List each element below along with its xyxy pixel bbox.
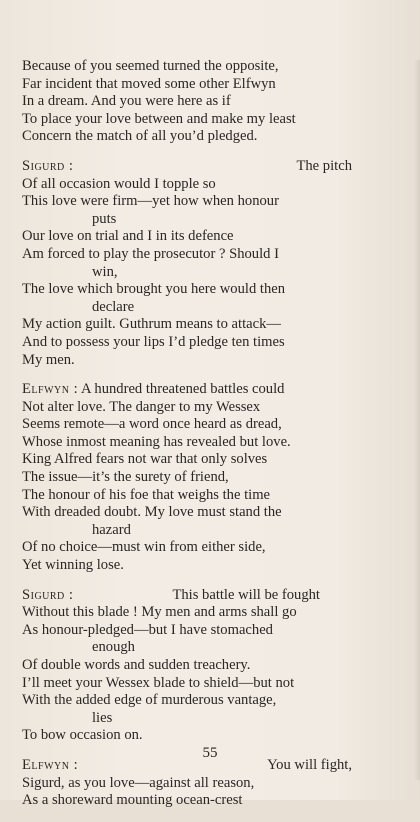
speech-heading [22,587,352,605]
speech-heading [22,158,352,176]
verse-line: In a dream. And you were here as if [22,93,231,110]
verse-line: My action guilt. Guthrum means to attack— [22,316,281,333]
verse-line: You will fight, [267,756,352,773]
verse-line: Far incident that moved some other Elfwyn [22,75,276,92]
verse-line: King Alfred fears not war that only solves [22,451,268,468]
verse-line: Our love on trial and I in its defence [22,228,234,245]
verse-line: As honour-pledged—but I have stomached [22,621,273,638]
verse-line: This battle will be fought [172,586,320,603]
verse-line: Not alter love. The danger to my Wessex [22,398,261,415]
speaker-name: Sigurd : [22,586,74,603]
verse-text [22,58,352,822]
verse-line: Whose inmost meaning has revealed but love. [22,433,291,450]
verse-line: Because of you seemed turned the opposite, [22,58,279,74]
speaker-name: Elfwyn : [22,756,79,773]
page-edge-shadow [414,60,420,780]
verse-line: Of no choice—must win from either side, [22,539,266,556]
verse-line: My men. [22,351,75,368]
verse-line: Without this blade ! My men and arms shall go [22,604,297,621]
verse-line: To bow occasion on. [22,727,143,744]
page-number: 55 [202,745,218,761]
verse-line: With dreaded doubt. My love must stand the [22,504,282,521]
verse-block-1 [22,58,352,146]
speech-elfwyn-1 [22,381,352,575]
verse-line: The honour of his foe that weighs the time [22,486,271,503]
verse-line-continuation: declare [92,298,135,315]
verse-line-continuation: hazard [92,521,131,538]
verse-line: I’ll meet your Wessex blade to shield—but not [22,674,295,691]
verse-line-continuation: lies [92,709,113,726]
verse-line: This love were firm—yet how when honour [22,193,279,210]
verse-line: Yet winning lose. [22,557,124,574]
verse-line: Of all occasion would I topple so [22,175,216,192]
verse-line: Concern the match of all you’d pledged. [22,128,258,145]
verse-line: Sigurd, as you love—against all reason, [22,774,255,791]
verse-line: The issue—it’s the surety of friend, [22,469,229,486]
verse-line-continuation: win, [92,263,118,280]
verse-line: Of double words and sudden treachery. [22,657,251,673]
speech-heading [22,381,352,399]
verse-line-continuation: enough [92,639,135,656]
verse-line: As a shoreward mounting ocean-crest [22,792,243,809]
speech-sigurd-1 [22,158,352,369]
verse-line: A hundred threatened battles could [81,381,285,398]
speaker-name: Elfwyn : [22,381,79,398]
speech-sigurd-2 [22,587,352,745]
verse-line: And to possess your lips I’d pledge ten times [22,333,285,350]
speech-elfwyn-2 [22,757,352,810]
verse-line: With the added edge of murderous vantage, [22,692,277,709]
verse-line: Seems remote—a word once heard as dread, [22,416,282,433]
verse-line: The love which brought you here would then [22,281,286,298]
verse-line: To place your love between and make my least [22,110,296,127]
verse-line: The pitch [296,157,352,174]
speaker-name: Sigurd : [22,157,74,174]
verse-line: Am forced to play the prosecutor ? Should I [22,245,279,262]
verse-line-continuation: puts [92,210,117,227]
